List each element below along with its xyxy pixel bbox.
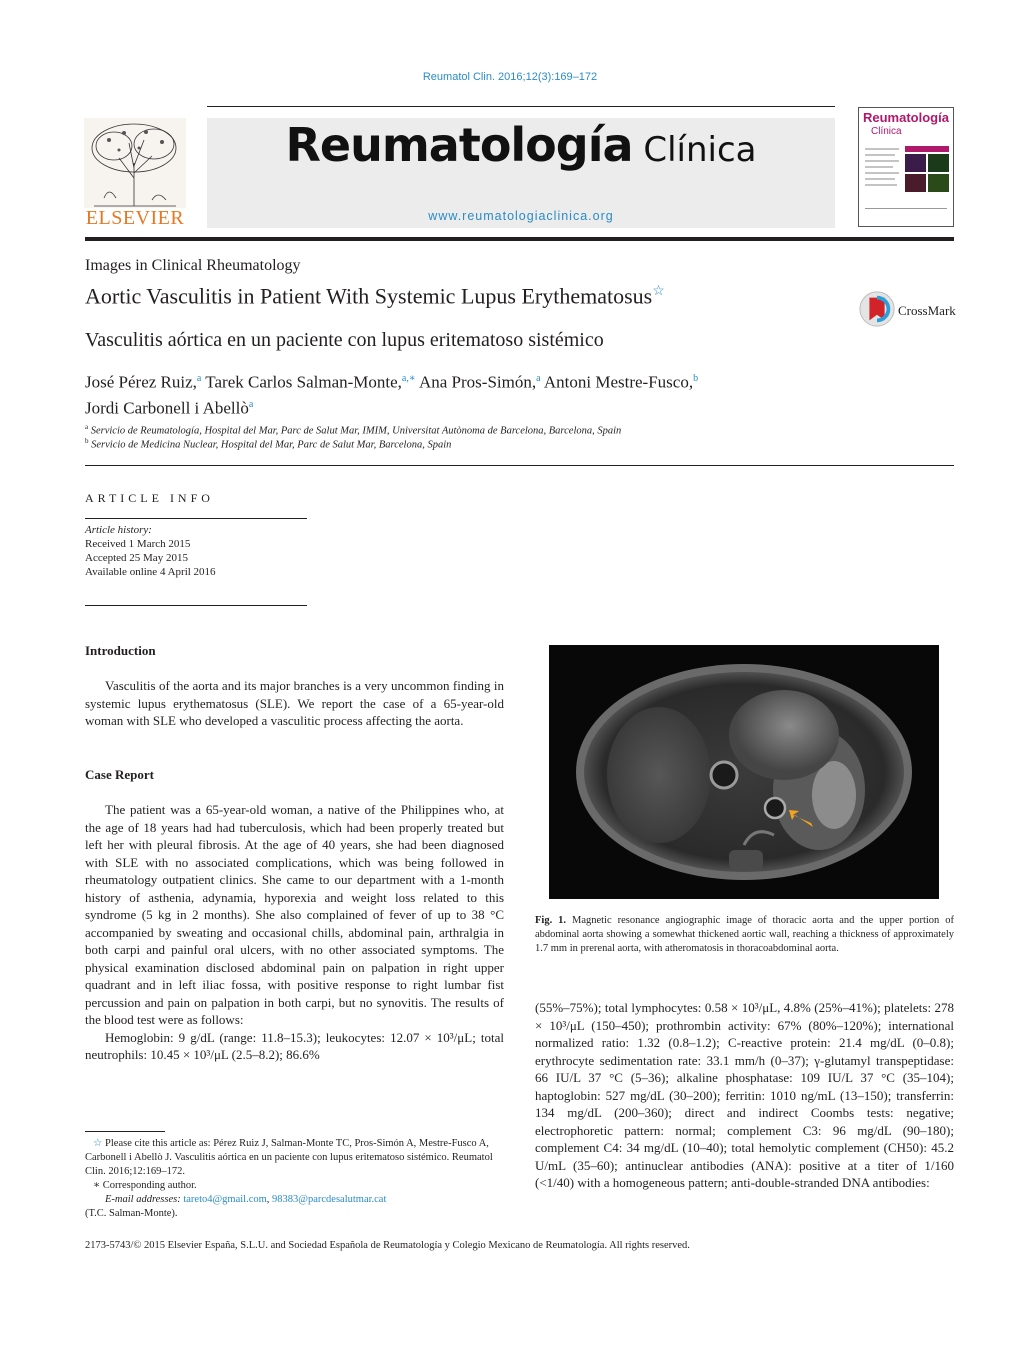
case-report-heading: Case Report [85,767,154,782]
cover-subtitle: Clínica [871,126,902,137]
citation-footnote-text: Please cite this article as: Pérez Ruiz J, Salman-Monte TC, Pros-Simón A, Mestre-Fusco A, Carbonell i Abellò J. Vasculitis aórtica en un paciente con lupus eritematoso sistémico. Reumatol Clin. 2016;12:169–172. [85,1138,493,1177]
author-affiliation-mark[interactable]: a [536,373,541,384]
article-title [85,283,665,309]
copyright-notice: 2173-5743/© 2015 Elsevier España, S.L.U. and Sociedad Española de Reumatología y Colegio Mexicano de Reumatología. All rights reserved. [85,1240,690,1251]
citation-footnote-mark: ☆ [93,1138,103,1149]
lab-results-continued: (55%–75%); total lymphocytes: 0.58 × 10³/μL, 4.8% (25%–41%); platelets: 278 × 10³/μL (150–450); prothrombin activity: 67% (80%–120%); international normalized ratio: 1.32 (0.8–1.2); C-reactive protein: 21.4 mg/dL (0–0.8); erythrocyte sedimentation rate: 33.1 mm/h (0–37); γ-glutamyl transpeptidase: 66 IU/L 37 °C (5–36); alkaline phosphatase: 109 IU/L 37 °C (35–104); haptoglobin: 527 mg/dL (30–200); ferritin: 1010 ng/mL (13–150); transferrin: 134 mg/dL (200–360); direct and indirect Coombs tests: negative; electrophoretic pattern: normal; complement C3: 96 mg/dL (90–180); complement C4: 34 mg/dL (10–40); total hemolytic complement (CH50): 45.2 U/mL (35–60); antinuclear antibodies (ANA): positive at a titer of 1/160 (<1/40) with a homogeneous pattern; anti-double-stranded DNA antibodies: [535,1000,954,1190]
cover-art-icon [859,138,953,227]
figure-caption [535,914,954,956]
article-history [85,523,216,579]
front-matter-rule [85,465,954,466]
crossmark-icon[interactable] [858,290,896,328]
corresponding-footnote: ∗ Corresponding author. [93,1180,197,1191]
article-subtitle: Vasculitis aórtica en un paciente con lupus eritematoso sistémico [85,329,604,351]
article-section-label: Images in Clinical Rheumatology [85,257,301,274]
crossmark-label[interactable]: CrossMark [898,303,956,318]
journal-title-bold: Reumatología [285,118,633,172]
introduction-heading: Introduction [85,643,156,658]
journal-cover-thumbnail[interactable] [858,107,954,227]
case-report-paragraph-1: The patient was a 65-year-old woman, a native of the Philippines who, at the age of 18 years had had tuberculosis, which had been properly treated but left her with pleural fibrosis. At the age of 40 years, she had been diagnosed with SLE with no associated complications, which was being followed in rheumatology outpatient clinics. She came to our department with a 1-month history of asthenia, adynamia, hyporexia and weight loss related to this syndrome (5 kg in 2 months). She also complained of fever of up to 38 °C accompanied by sweating and occasional chills, abdominal pain, arthralgia in both carpi and painful oral ulcers, with no other associated symptoms. The physical examination disclosed abdominal pain on palpation in right upper quadrant and in left iliac fossa, with positive response to right lumbar fist percussion and pain on palpation in both carpi, but no synovitis. The results of the blood test were as follows: [85,802,504,1027]
article-history-label: Article history: [85,524,152,536]
article-title-text: Aortic Vasculitis in Patient With Systemic Lupus Erythematosus [85,283,653,309]
author-name[interactable]: Tarek Carlos Salman-Monte [205,372,398,392]
citation-footnote [85,1137,505,1179]
author-list: José Pérez Ruiz,$^a$ Tarek Carlos Salman-Monte,$^{a,∗}$ Ana Pros-Simón,$^a$ Antoni Mestre-Fusco,$^b$ Jordi Carbonell i Abellò$^a$ [85,372,699,418]
author-name[interactable]: José Pérez Ruiz [85,372,193,392]
figure-caption-text: Magnetic resonance angiographic image of thoracic aorta and the upper portion of abdominal aorta showing a somewhat thickened aortic wall, reaching a thickness of approximately 1.7 mm in prerenal aorta, with atheromatosis in thoracoabdominal aorta. [535,915,954,954]
author-name[interactable]: Jordi Carbonell i Abellò [85,398,249,418]
author-affiliation-mark[interactable]: a [196,373,202,384]
header-rule-thick [85,237,954,241]
right-column-text [535,999,954,1192]
figure-label[interactable]: Fig. 1. [535,915,567,926]
footnotes [85,1137,505,1221]
received-date: Received 1 March 2015 [85,538,191,550]
email-footnote: E-mail addresses: tareto4@gmail.com, 98383@parcdesalutmar.cat [105,1194,387,1205]
introduction-text: Vasculitis of the aorta and its major branches is a very uncommon finding in systemic lupus erythematosus (SLE). We report the case of a 65-year-old woman with SLE who developed a vasculitic process affecting the aorta. [85,678,504,728]
affiliation-a [85,423,621,437]
footnote-rule [85,1131,165,1132]
author-affiliation-mark[interactable]: b [693,373,699,384]
elsevier-wordmark: ELSEVIER [85,207,185,229]
introduction-paragraph [85,677,504,730]
corresponding-author-label: Corresponding author. [102,1180,197,1191]
affiliation-text: Servicio de Medicina Nuclear, Hospital del Mar, Parc de Salut Mar, Barcelona, Spain [91,439,452,451]
affiliation-mark: b [85,437,89,445]
journal-title-light: Clínica [632,130,757,170]
header-rule-top [207,106,835,107]
email-label: E-mail addresses: [105,1194,181,1205]
mri-figure-image[interactable] [549,645,939,899]
author-name[interactable]: Antoni Mestre-Fusco [543,372,689,392]
author-affiliation-mark[interactable]: a [248,398,254,410]
journal-citation[interactable]: Reumatol Clin. 2016;12(3):169–172 [422,71,598,83]
online-date: Available online 4 April 2016 [85,566,216,578]
title-footnote-mark[interactable]: ☆ [652,284,665,299]
author-name[interactable]: Ana Pros-Simón [418,372,532,392]
accepted-date: Accepted 25 May 2015 [85,552,188,564]
cover-title: Reumatología [863,110,949,125]
case-report-paragraph-2: Hemoglobin: 9 g/dL (range: 11.8–15.3); leukocytes: 12.07 × 10³/μL; total neutrophils: 10.45 × 10³/μL (2.5–8.2); 86.6% [85,1029,504,1062]
elsevier-tree-logo [84,118,186,208]
article-info-rule-bottom [85,605,307,606]
affiliation-mark: a [85,423,89,431]
journal-url-link[interactable]: www.reumatologiaclinica.org [428,209,614,223]
affiliation-b [85,437,451,451]
affiliation-text: Servicio de Reumatología, Hospital del Mar, Parc de Salut Mar, IMIM, Universitat Autònoma de Barcelona, Barcelona, Spain [90,425,622,437]
email-owner: (T.C. Salman-Monte). [85,1208,178,1219]
journal-title [207,118,835,172]
author-affiliation-mark[interactable]: a,∗ [401,373,416,384]
article-info-rule-top [85,518,307,519]
case-report-body [85,801,504,1064]
article-info-heading: ARTICLE INFO [85,491,214,505]
email-link[interactable]: tareto4@gmail.com [183,1194,267,1205]
email-link[interactable]: 98383@parcdesalutmar.cat [272,1194,387,1205]
